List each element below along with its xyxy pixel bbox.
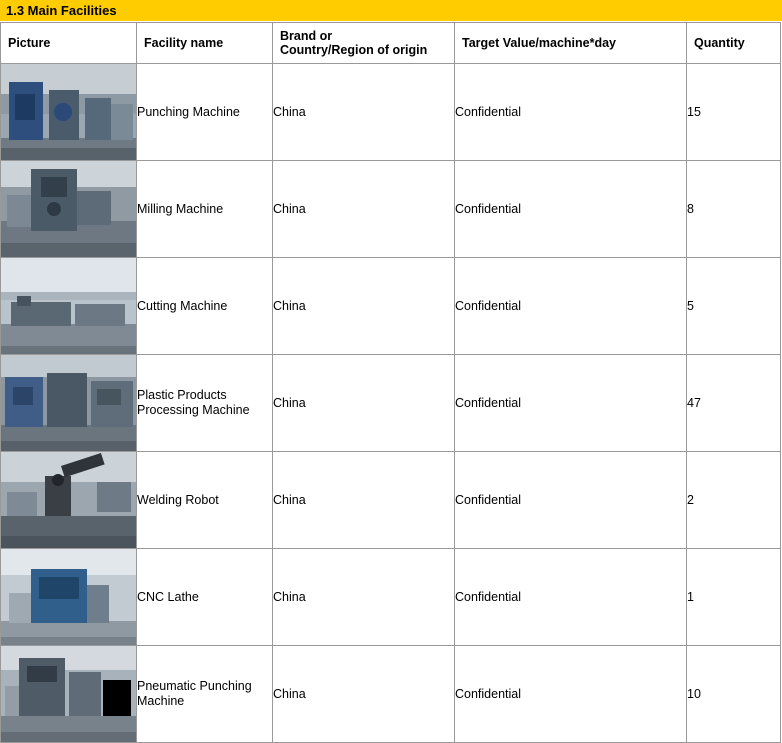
facility-quantity-cell: 8 [687,161,781,258]
facility-quantity-cell: 47 [687,355,781,452]
table-row [1,355,781,452]
facility-name-cell: Punching Machine [137,64,273,161]
punching-machine-photo [1,64,137,160]
table-row [1,646,781,743]
column-header-brand-line2: Country/Region of origin [280,43,428,57]
facility-quantity-cell: 5 [687,258,781,355]
facility-picture-cell [1,549,137,646]
facility-brand-cell: China [273,258,455,355]
facility-target-cell: Confidential [455,161,687,258]
section-title: 1.3 Main Facilities [0,0,782,22]
column-header-facility-name: Facility name [137,23,273,64]
table-row [1,258,781,355]
table-row [1,452,781,549]
table-row [1,549,781,646]
facility-quantity-cell: 2 [687,452,781,549]
facility-brand-cell: China [273,161,455,258]
facility-target-cell: Confidential [455,355,687,452]
facility-quantity-cell: 10 [687,646,781,743]
facility-name-cell: CNC Lathe [137,549,273,646]
column-header-picture: Picture [1,23,137,64]
column-header-target-value: Target Value/machine*day [455,23,687,64]
facility-picture-cell [1,161,137,258]
facility-quantity-cell: 15 [687,64,781,161]
facility-picture-cell [1,64,137,161]
facility-quantity-cell: 1 [687,549,781,646]
facility-target-cell: Confidential [455,549,687,646]
cnc-lathe-photo [1,549,137,645]
table-row [1,64,781,161]
facility-target-cell: Confidential [455,646,687,743]
plastic-products-processing-machine-photo [1,355,137,451]
column-header-quantity: Quantity [687,23,781,64]
column-header-brand-line1: Brand or [280,29,333,43]
facility-brand-cell: China [273,64,455,161]
facility-target-cell: Confidential [455,258,687,355]
facility-name-cell: Milling Machine [137,161,273,258]
facility-brand-cell: China [273,549,455,646]
facility-name-cell: Pneumatic Punching Machine [137,646,273,743]
facility-target-cell: Confidential [455,64,687,161]
table-row [1,161,781,258]
milling-machine-photo [1,161,137,257]
column-header-brand-origin [273,23,455,64]
welding-robot-photo [1,452,137,548]
pneumatic-punching-machine-photo [1,646,137,742]
table-header-row [1,23,781,64]
facility-name-cell: Plastic Products Processing Machine [137,355,273,452]
facility-brand-cell: China [273,646,455,743]
facility-picture-cell [1,452,137,549]
facility-name-cell: Welding Robot [137,452,273,549]
facility-name-cell: Cutting Machine [137,258,273,355]
facility-brand-cell: China [273,452,455,549]
facility-picture-cell [1,258,137,355]
facility-picture-cell [1,355,137,452]
facility-target-cell: Confidential [455,452,687,549]
facility-brand-cell: China [273,355,455,452]
facility-picture-cell [1,646,137,743]
cutting-machine-photo [1,258,137,354]
facilities-table [0,22,781,743]
